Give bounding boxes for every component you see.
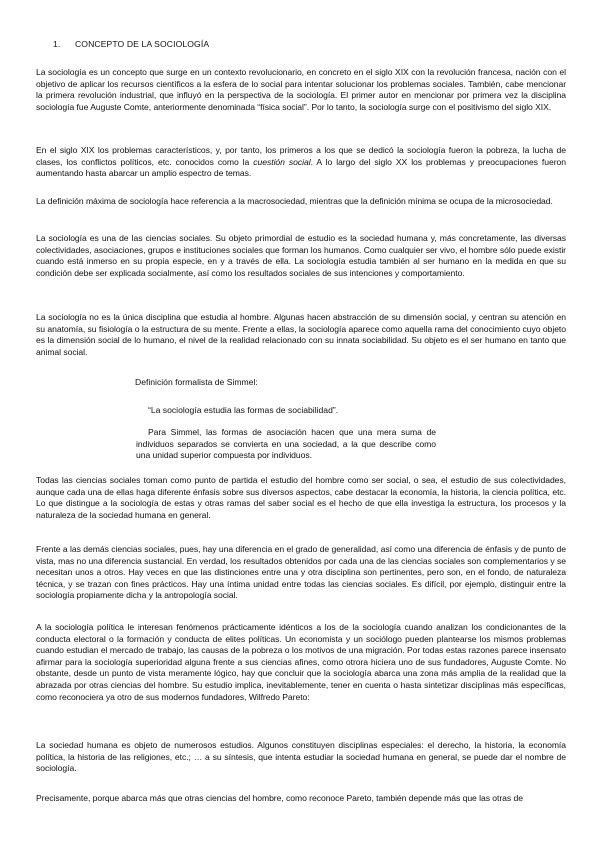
paragraph-political-sociology: A la sociología política le interesan fenómenos prácticamente idénticos a los de la sociología cuando analizan los condicionantes de la conducta electoral o la formación y conducta de elites políticas. Un economista y un sociólogo pueden plantearse los mismos problemas cuando estudian el mercado de trabajo, las causas de la pobreza o los motivos de una migración. Por todas estas razones parece insensato afirmar para la sociología superioridad alguna frente a sus ciencias afines, como otrora hiciera uno de sus fundadores, Auguste Comte. No obstante, desde un punto de vista meramente lógico, hay que concluir que la sociología abarca una zona más amplia de la realidad que la abrazada por otras ciencias del hombre. Su estudio implica, inevitablemente, tener en cuenta o hasta sintetizar disciplinas más específicas, como reconociera ya otro de sus modernos fundadores, Wilfredo Pareto: [36, 622, 566, 702]
simmel-quote: “La sociología estudia las formas de sociabilidad”. [148, 405, 339, 415]
paragraph-all-sciences: Todas las ciencias sociales toman como punto de partida el estudio del hombre como ser social, o sea, el estudio de sus colectividades, aunque cada una de ellas haga diferente énfasis sobre sus diversos aspectos, cabe destacar la economía, la historia, la ciencia política, etc. Lo que distingue a la sociología de estas y otras ramas del saber social es el hecho de que ella investiga la estructura, los procesos y la naturaleza de la sociedad humana en general. [36, 475, 566, 520]
paragraph-social-question [36, 145, 566, 180]
paragraph-social-science: La sociología es una de las ciencias sociales. Su objeto primordial de estudio es la sociedad humana y, más concretamente, las diversas colectividades, asociaciones, grupos e instituciones sociales que forman los humanos. Como cualquier ser vivo, el hombre sólo puede existir cuando está inmerso en su propia especie, en y a través de ella. La sociología estudia también al ser humano en la medida en que su condición debe ser explicada socialmente, así como los resultados sociales de sus intenciones y comportamiento. [36, 233, 566, 278]
paragraph-social-question-end: . A lo largo del siglo XX los problemas y preocupaciones fueron aumentando hasta abarcar un amplio espectro de temas. [36, 156, 566, 179]
paragraph-pareto-quote: La sociedad humana es objeto de numerosos estudios. Algunos constituyen disciplinas especiales: el derecho, la historia, la economía política, la historia de las religiones, etc.; … a su síntesis, que intenta estudiar la sociedad humana en general, se puede dar el nombre de sociología. [36, 740, 566, 774]
paragraph-pareto-continuation: Precisamente, porque abarca más que otras ciencias del hombre, como reconoce Pareto, también depende más que las otras de [36, 793, 523, 803]
paragraph-other-disciplines: La sociología no es la única disciplina que estudia al hombre. Algunas hacen abstracción de su dimensión social, y centran su atención en su anatomía, su fisiología o la estructura de su mente. Frente a ellas, la sociología aparece como aquella rama del conocimiento cuyo objeto es la dimensión social de lo humano, el nivel de la realidad relacionado con su innata sociabilidad. Su objeto es el ser humano en tanto que animal social. [36, 312, 566, 357]
section-number: 1. [53, 39, 61, 49]
section-title: CONCEPTO DE LA SOCIOLOGÍA [75, 39, 210, 49]
paragraph-generality: Frente a las demás ciencias sociales, pues, hay una diferencia en el grado de generalidad, así como una diferencia de énfasis y de punto de vista, mas no una diferencia sustancial. En verdad, los resultados obtenidos por cada una de las ciencias sociales son complementarios y se necesitan unos a otros. Hay veces en que las distinciones entre una y otra disciplina son pertinentes, pero son, en el fondo, de naturaleza técnica, y se trazan con fines prácticos. Hay una íntima unidad entre todas las ciencias sociales. Es difícil, por ejemplo, distinguir entre la sociología propiamente dicha y la antropología social. [36, 544, 566, 601]
social-question-term: cuestión social [253, 156, 311, 167]
simmel-explanation: Para Simmel, las formas de asociación hacen que una mera suma de individuos separados se convierta en una sociedad, a la que describe como una unidad superior compuesta por individuos. [136, 427, 436, 461]
simmel-definition-title: Definición formalista de Simmel: [135, 377, 258, 387]
paragraph-origin: La sociología es un concepto que surge en un contexto revolucionario, en concreto en el siglo XIX con la revolución francesa, nación con el objetivo de aplicar los recursos científicos a la esfera de lo social para intentar solucionar los problemas sociales. También, cabe mencionar la primera revolución industrial, que influyó en la perspectiva de la sociología. El primer autor en mencionar por primera vez la disciplina sociología fue Auguste Comte, anteriormente denominada “física social”. Por lo tanto, la sociología surge con el positivismo del siglo XIX. [36, 67, 566, 112]
paragraph-social-question-start: En el siglo XIX los problemas característicos, y, por tanto, los primeros a los que se dedicó la sociología fueron la pobreza, la lucha de clases, los conflictos políticos, etc. conocidos como la [36, 145, 566, 167]
section-heading [53, 39, 209, 49]
paragraph-definitions: La definición máxima de sociología hace referencia a la macrosociedad, mientras que la definición mínima se ocupa de la microsociedad. [36, 196, 553, 206]
